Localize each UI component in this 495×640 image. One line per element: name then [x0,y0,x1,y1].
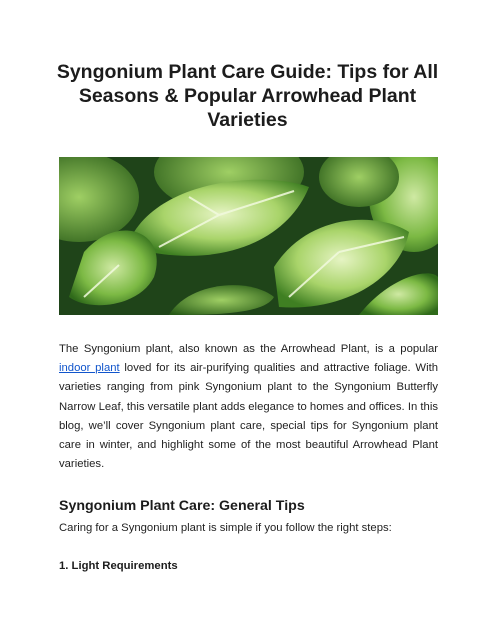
subheading-light-requirements: 1. Light Requirements [59,560,178,572]
section-heading: Syngonium Plant Care: General Tips [59,498,305,514]
article-title: Syngonium Plant Care Guide: Tips for All Seasons & Popular Arrowhead Plant Varieties [56,61,439,131]
intro-text-start: The Syngonium plant, also known as the Arrowhead Plant, is a popular [59,343,438,355]
hero-image-syngonium-leaves [59,157,438,315]
intro-paragraph [59,340,438,474]
indoor-plant-link[interactable]: indoor plant [59,362,120,375]
section-lead-text: Caring for a Syngonium plant is simple if you follow the right steps: [59,522,392,534]
intro-text-end: loved for its air-purifying qualities and attractive foliage. With varieties ranging from pink Syngonium plant to the Syngonium Butterfly Narrow Leaf, this versatile plant adds elegance to homes and offices. In this blog, we’ll cover Syngonium plant care, special tips for Syngonium plant care in winter, and highlight some of the most beautiful Arrowhead Plant varieties. [59,362,439,471]
